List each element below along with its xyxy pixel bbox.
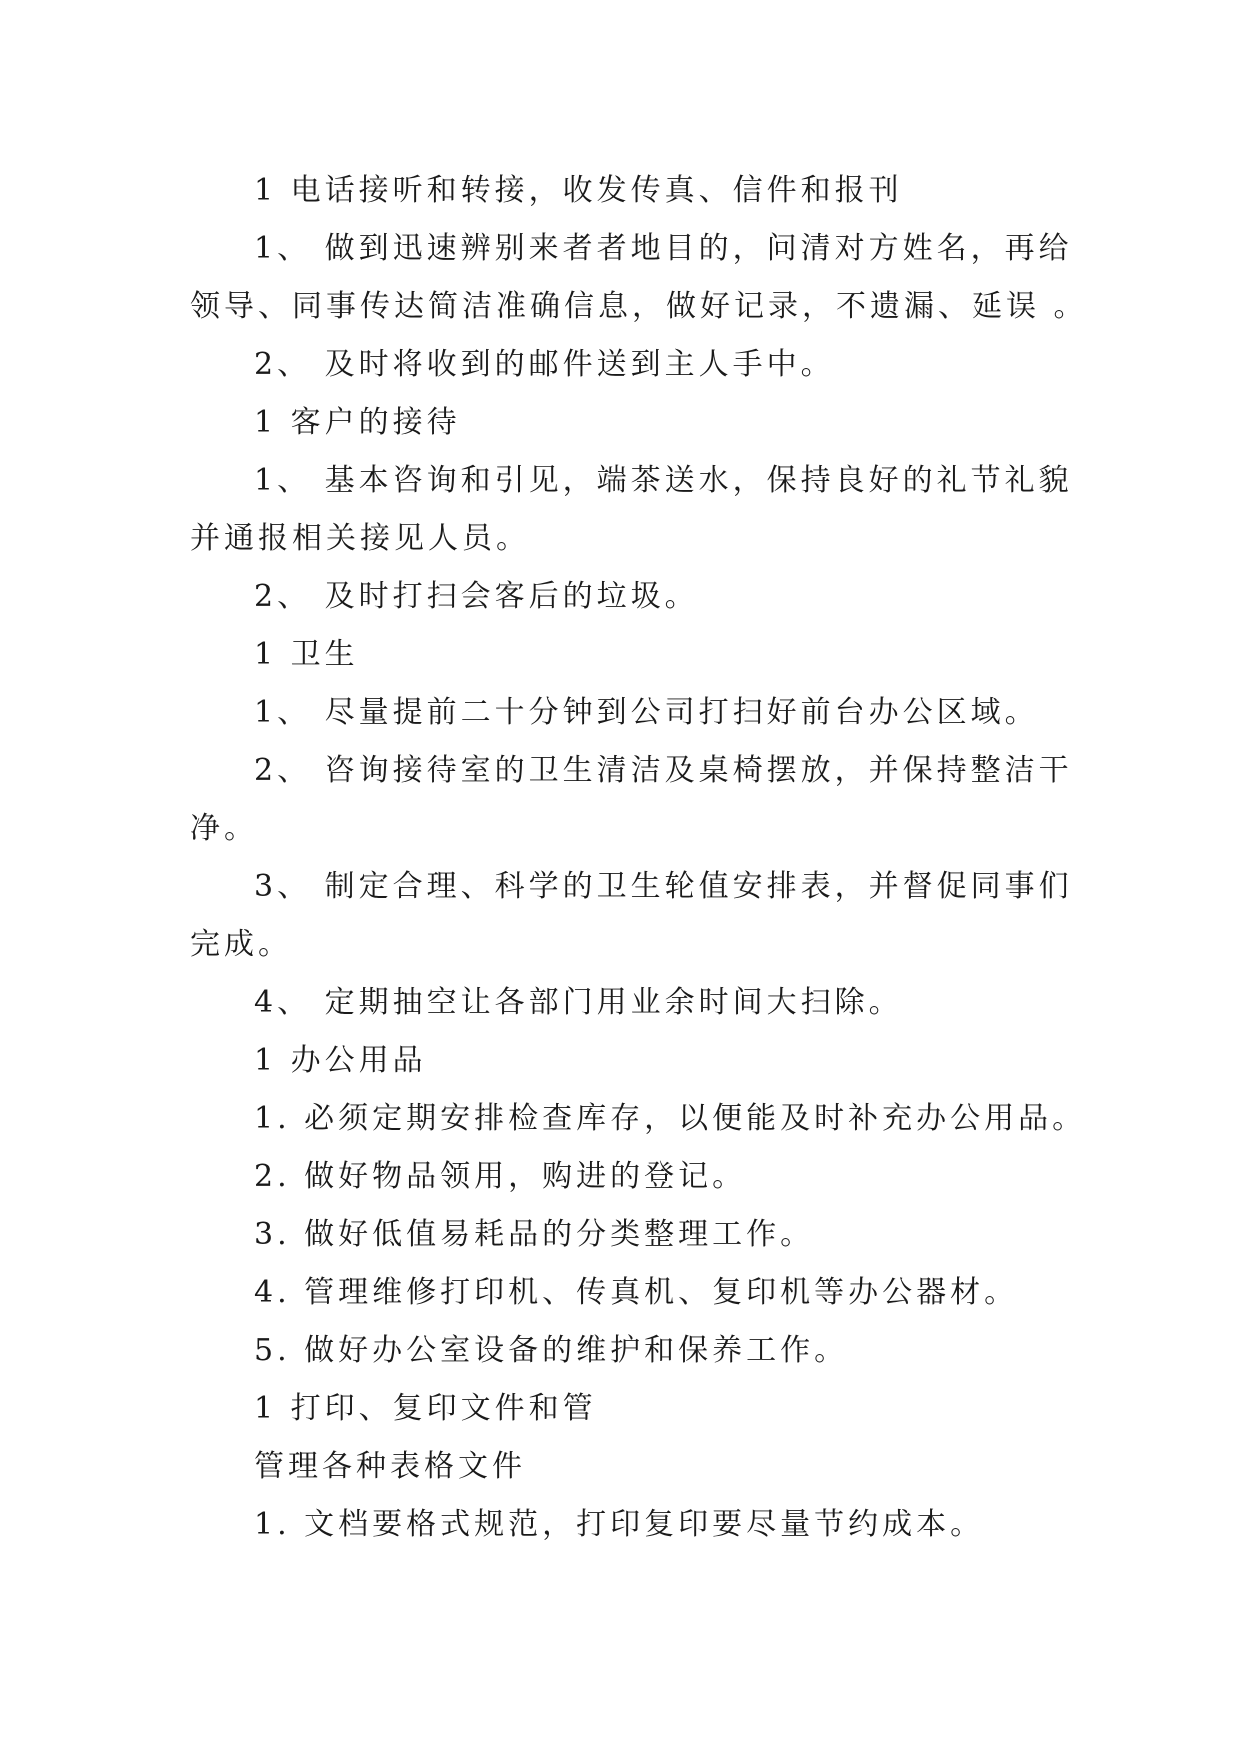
paragraph-line: 5. 做好办公室设备的维护和保养工作。: [254, 1333, 849, 1368]
paragraph-line: 1、 尽量提前二十分钟到公司打扫好前台办公区域。: [254, 695, 1039, 730]
paragraph-line: 2、 及时打扫会客后的垃圾。: [254, 579, 699, 614]
paragraph-line: 管理各种表格文件: [254, 1449, 526, 1484]
section-heading-office-supplies: 1 办公用品: [254, 1043, 427, 1078]
section-heading-reception: 1 客户的接待: [254, 405, 461, 440]
paragraph-line: 领导、同事传达简洁准确信息，做好记录，不遗漏、延误 。: [190, 289, 1088, 324]
paragraph-line: 完成。: [190, 927, 292, 962]
paragraph-line: 4. 管理维修打印机、传真机、复印机等办公器材。: [254, 1275, 1019, 1310]
paragraph-line: 净。: [190, 811, 258, 846]
section-heading-phone: 1 电话接听和转接，收发传真、信件和报刊: [254, 173, 903, 208]
paragraph-line: 1、 做到迅速辨别来者者地目的，问清对方姓名，再给: [254, 231, 1073, 266]
paragraph-line: 3. 做好低值易耗品的分类整理工作。: [254, 1217, 815, 1252]
paragraph-line: 3、 制定合理、科学的卫生轮值安排表，并督促同事们: [254, 869, 1073, 904]
paragraph-line: 并通报相关接见人员。: [190, 521, 530, 556]
paragraph-line: 1. 文档要格式规范，打印复印要尽量节约成本。: [254, 1507, 985, 1542]
section-heading-hygiene: 1 卫生: [254, 637, 359, 672]
paragraph-line: 2. 做好物品领用，购进的登记。: [254, 1159, 747, 1194]
paragraph-line: 4、 定期抽空让各部门用业余时间大扫除。: [254, 985, 903, 1020]
paragraph-line: 2、 咨询接待室的卫生清洁及桌椅摆放，并保持整洁干: [254, 753, 1073, 788]
document-body: [190, 162, 1088, 1554]
section-heading-printing: 1 打印、复印文件和管: [254, 1391, 597, 1426]
paragraph-line: 2、 及时将收到的邮件送到主人手中。: [254, 347, 835, 382]
paragraph-line: 1、 基本咨询和引见，端茶送水，保持良好的礼节礼貌: [254, 463, 1073, 498]
paragraph-line: 1. 必须定期安排检查库存，以便能及时补充办公用品。: [254, 1101, 1087, 1136]
